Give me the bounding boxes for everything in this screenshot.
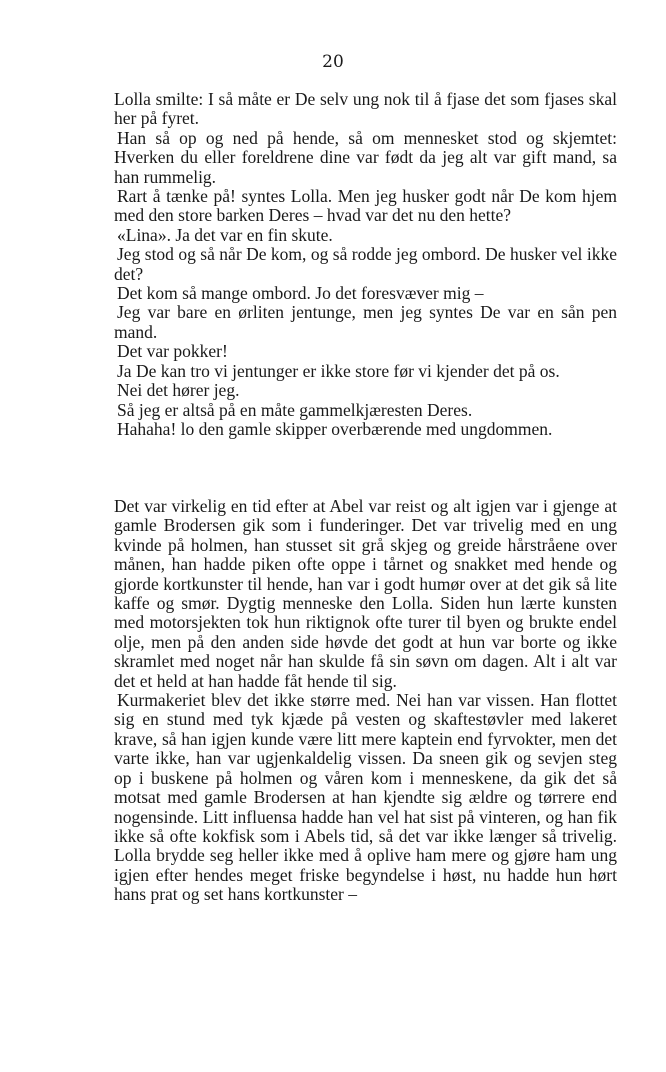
page-number: 20 [322,52,344,72]
paragraph: Jeg var bare en ørliten jentunge, men jeg syntes De var en sån pen mand. [114,302,617,342]
paragraph: Det var virkelig en tid efter at Abel var reist og alt igjen var i gjenge at gamle Brodersen gik som i funderinger. Det var trivelig med en ung kvinde på holmen, han stusset sit grå skjeg og greide hårstråene over månen, han hadde piken ofte oppe i tårnet og snakket med hende og gjorde kortkunster til hende, han var i godt humør over at det gik så lite kaffe og smør. Dygtig menneske den Lolla. Siden hun lærte kunsten med motorsjekten tok hun riktignok ofte turer til byen og brukte endel olje, men på den anden side høvde det godt at hun var borte og ikke skramlet med noget når han skulde få sin søvn om dagen. Alt i alt var det et held at han hadde fåt hende til sig. [114,496,617,691]
paragraph: Nei det hører jeg. [117,380,240,401]
narrative-section [114,497,617,905]
paragraph: Rart å tænke på! syntes Lolla. Men jeg husker godt når De kom hjem med den store barken Deres – hvad var det nu den hette? [114,186,617,226]
paragraph: Det var pokker! [117,341,228,362]
paragraph: Jeg stod og så når De kom, og så rodde jeg ombord. De husker vel ikke det? [114,244,617,284]
paragraph: Lolla smilte: I så måte er De selv ung nok til å fjase det som fjases skal her på fyret. [114,89,617,129]
paragraph: Han så op og ned på hende, så om mennesket stod og skjemtet: Hverken du eller foreldrene dine var født da jeg alt var gift mand, sa han rummelig. [114,127,617,187]
paragraph: Ja De kan tro vi jentunger er ikke store før vi kjender det på os. [117,360,560,381]
paragraph: Så jeg er altså på en måte gammelkjæresten Deres. [117,399,473,420]
paragraph: Kurmakeriet blev det ikke større med. Nei han var vissen. Han flottet sig en stund med tyk kjæde på vesten og skaftestøvler med lakeret krave, så han igjen kunde være litt mere kaptein end fyrvokter, men det varte ikke, han var ugjenkaldelig vissen. Da sneen gik og sevjen steg op i buskene på holmen og våren kom i menneskene, da gik det så motsat med gamle Brodersen at han kjendte sig ældre og tørrere end nogensinde. Litt influensa hadde han vel hat sist på vinteren, og han fik ikke så ofte kokfisk som i Abels tid, så det var ikke længer så trivelig. Lolla brydde seg heller ikke med å oplive ham mere og gjøre ham ung igjen efter hendes meget friske begyndelse i høst, nu hadde hun hørt hans prat og set hans kortkunster – [114,690,617,905]
paragraph: Hahaha! lo den gamle skipper overbærende med ungdommen. [117,418,553,439]
dialogue-section [114,90,617,439]
paragraph: Det kom så mange ombord. Jo det foresvæver mig – [117,283,484,304]
paragraph: «Lina». Ja det var en fin skute. [117,224,333,245]
